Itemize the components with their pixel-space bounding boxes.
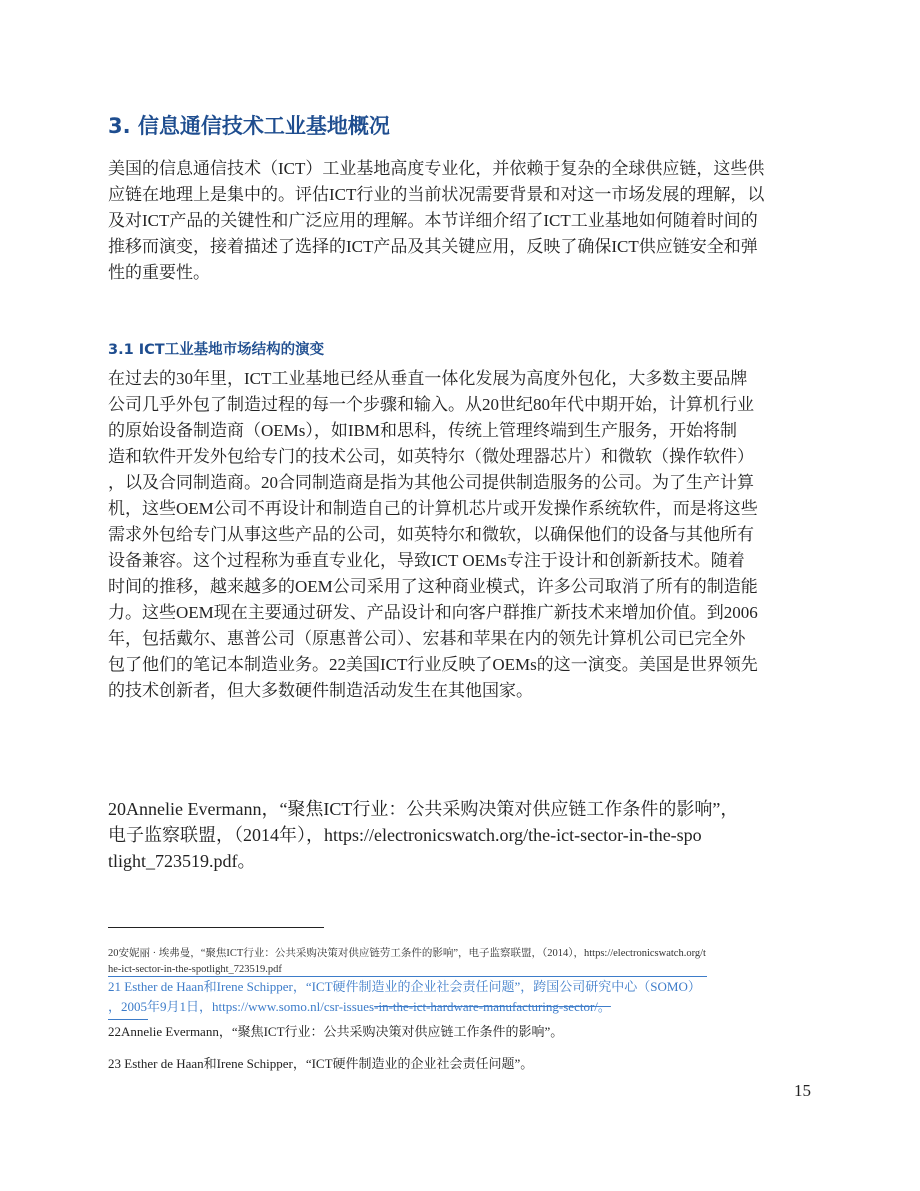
text-line: 机，这些OEM公司不再设计和制造自己的计算机芯片或开发操作系统软件，而是将这些 — [108, 499, 758, 518]
section-heading: 3. 信息通信技术工业基地概况 — [108, 114, 390, 138]
text-line: 设备兼容。这个过程称为垂直专业化，导致ICT OEMs专注于设计和创新新技术。随着 — [108, 551, 745, 570]
text-line: ，以及合同制造商。20合同制造商是指为其他公司提供制造服务的公司。为了生产计算 — [108, 473, 754, 492]
subsection-paragraph — [108, 366, 823, 704]
text-line: 需求外包给专门从事这些产品的公司，如英特尔和微软，以确保他们的设备与其他所有 — [108, 525, 754, 544]
footnote-line-2[interactable] — [108, 997, 813, 1017]
footnote-url-part[interactable]: ，2005年9月1日，https://www.somo.nl/csr-issues — [108, 999, 375, 1014]
text-line: 时间的推移，越来越多的OEM公司采用了这种商业模式，许多公司取消了所有的制造能 — [108, 577, 758, 596]
text-line: 力。这些OEM现在主要通过研发、产品设计和向客户群推广新技术来增加价值。到2006 — [108, 603, 758, 622]
page-number: 15 — [794, 1081, 811, 1100]
footnote-line[interactable]: 21 Esther de Haan和Irene Schipper，“ICT硬件制造业的企业社会责任问题”，跨国公司研究中心（SOMO） — [108, 976, 707, 997]
inline-citation-20 — [108, 796, 823, 874]
citation-line: tlight_723519.pdf。 — [108, 851, 256, 871]
footnote-separator — [108, 927, 324, 928]
text-line: 及对ICT产品的关键性和广泛应用的理解。本节详细介绍了ICT工业基地如何随着时间的 — [108, 211, 758, 230]
text-line: 在过去的30年里，ICT工业基地已经从垂直一体化发展为高度外包化，大多数主要品牌 — [108, 369, 748, 388]
footnote-23: 23 Esther de Haan和Irene Schipper，“ICT硬件制造业的企业社会责任问题”。 — [108, 1056, 534, 1071]
footnote-22: 22Annelie Evermann，“聚焦ICT行业：公共采购决策对供应链工作条件的影响”。 — [108, 1024, 564, 1039]
text-line: 造和软件开发外包给专门的技术公司，如英特尔（微处理器芯片）和微软（操作软件） — [108, 447, 754, 466]
text-line: 性的重要性。 — [108, 263, 210, 282]
text-line: 应链在地理上是集中的。评估ICT行业的当前状况需要背景和对这一市场发展的理解，以 — [108, 185, 765, 204]
citation-line: 20Annelie Evermann，“聚焦ICT行业：公共采购决策对供应链工作条件的影响”， — [108, 799, 739, 819]
footnote-underline — [108, 1019, 148, 1020]
footnote-21-link[interactable] — [108, 976, 813, 1020]
footnote-line: 20安妮丽 · 埃弗曼，“聚焦ICT行业：公共采购决策对供应链劳工条件的影响”，电子监察联盟，（2014），https://electronicswatch.org/t — [108, 948, 706, 959]
citation-line: 电子监察联盟，（2014年），https://electronicswatch.org/the-ict-sector-in-the-spo — [108, 825, 702, 845]
footnote-20 — [108, 946, 813, 978]
text-line: 美国的信息通信技术（ICT）工业基地高度专业化，并依赖于复杂的全球供应链，这些供 — [108, 159, 765, 178]
text-line: 的技术创新者，但大多数硬件制造活动发生在其他国家。 — [108, 681, 533, 700]
footnote-url-struck[interactable]: -in-the-ict-hardware-manufacturing-sector/。 — [374, 999, 611, 1014]
text-line: 的原始设备制造商（OEMs），如IBM和思科，传统上管理终端到生产服务，开始将制 — [108, 421, 738, 440]
subsection-heading: 3.1 ICT工业基地市场结构的演变 — [108, 342, 325, 358]
text-line: 推移而演变，接着描述了选择的ICT产品及其关键应用，反映了确保ICT供应链安全和弹 — [108, 237, 758, 256]
footnote-line: he-ict-sector-in-the-spotlight_723519.pdf — [108, 964, 282, 975]
text-line: 公司几乎外包了制造过程的每一个步骤和输入。从20世纪80年代中期开始，计算机行业 — [108, 395, 754, 414]
text-line: 包了他们的笔记本制造业务。22美国ICT行业反映了OEMs的这一演变。美国是世界领先 — [108, 655, 758, 674]
intro-paragraph — [108, 156, 823, 286]
text-line: 年，包括戴尔、惠普公司（原惠普公司）、宏碁和苹果在内的领先计算机公司已完全外 — [108, 629, 746, 648]
